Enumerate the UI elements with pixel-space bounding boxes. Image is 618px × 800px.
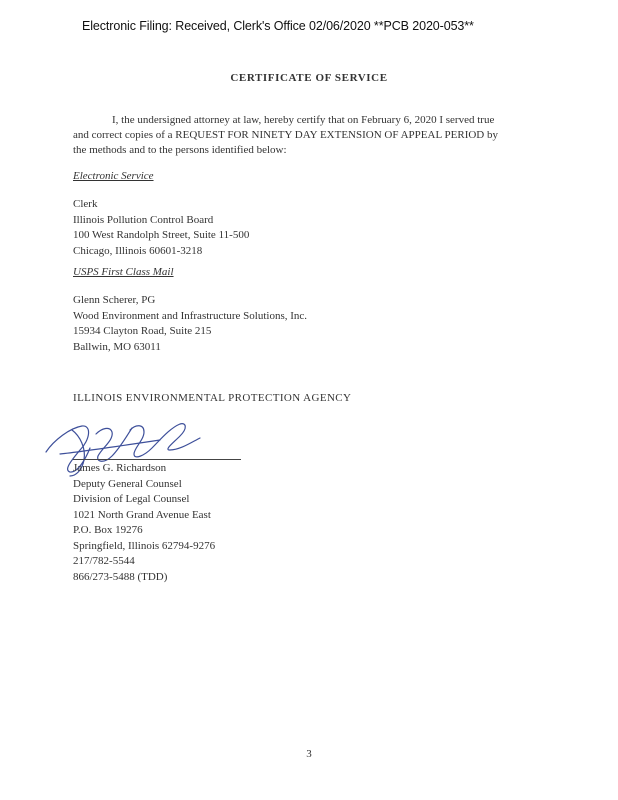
usps-service-heading: USPS First Class Mail bbox=[73, 266, 174, 278]
signer-title: Deputy General Counsel bbox=[73, 477, 182, 490]
address-line: 100 West Randolph Street, Suite 11-500 bbox=[73, 229, 250, 241]
signer-street: 1021 North Grand Avenue East bbox=[73, 508, 211, 521]
address-line: Glenn Scherer, PG bbox=[73, 294, 156, 306]
address-line: Clerk bbox=[73, 198, 98, 210]
address-line: 15934 Clayton Road, Suite 215 bbox=[73, 325, 212, 337]
intro-paragraph: I, the undersigned attorney at law, hereby certify that on February 6, 2020 I served true and correct copies of a REQUEST FOR NINETY DAY EXTENSION OF APPEAL PERIOD by the methods and to the persons identified below: bbox=[73, 114, 498, 156]
page-number: 3 bbox=[306, 748, 312, 760]
filing-stamp: Electronic Filing: Received, Clerk's Office 02/06/2020 **PCB 2020-053** bbox=[82, 19, 474, 33]
signer-name: James G. Richardson bbox=[73, 462, 167, 474]
signer-po-box: P.O. Box 19276 bbox=[73, 524, 143, 536]
usps-service-address bbox=[73, 293, 307, 355]
address-line: Ballwin, MO 63011 bbox=[73, 340, 161, 353]
document-title: CERTIFICATE OF SERVICE bbox=[230, 72, 388, 84]
address-line: Illinois Pollution Control Board bbox=[73, 213, 214, 226]
signature-line bbox=[73, 459, 241, 460]
address-line: Wood Environment and Infrastructure Solutions, Inc. bbox=[73, 309, 308, 322]
signer-phone: 217/782-5544 bbox=[73, 555, 135, 567]
electronic-service-address bbox=[73, 197, 249, 259]
agency-name: ILLINOIS ENVIRONMENTAL PROTECTION AGENCY bbox=[73, 392, 352, 404]
address-line: Chicago, Illinois 60601-3218 bbox=[73, 244, 203, 257]
signer-block bbox=[73, 461, 215, 585]
signer-city: Springfield, Illinois 62794-9276 bbox=[73, 539, 216, 552]
signer-tdd: 866/273-5488 (TDD) bbox=[73, 570, 168, 583]
electronic-service-heading: Electronic Service bbox=[73, 170, 154, 182]
signer-division: Division of Legal Counsel bbox=[73, 493, 190, 505]
